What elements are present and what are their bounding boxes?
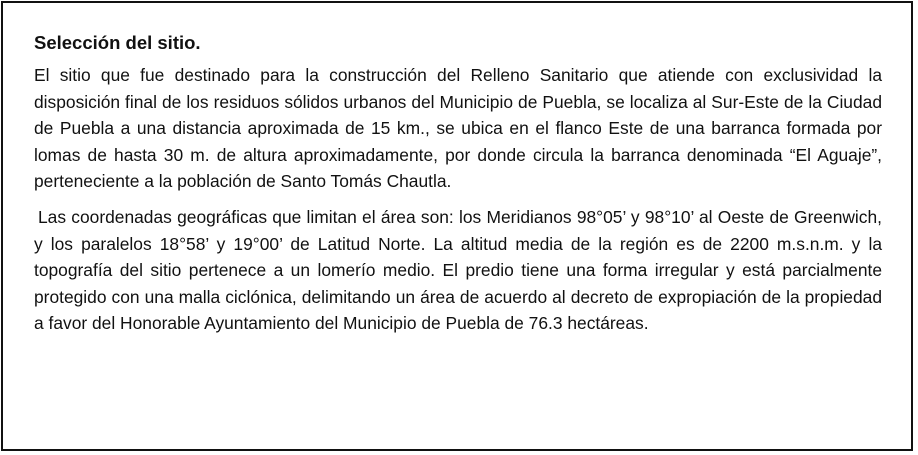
document-frame: [1, 1, 913, 451]
section-heading: Selección del sitio.: [34, 32, 201, 53]
document-body: [34, 25, 882, 337]
paragraph-site-location: El sitio que fue destinado para la construcción del Relleno Sanitario que atiende con exclusividad la disposición final de los residuos sólidos urbanos del Municipio de Puebla, se localiza al Sur-Este de la Ciudad de Puebla a una distancia aproximada de 15 km., se ubica en el flanco Este de una barranca formada por lomas de hasta 30 m. de altura aproximadamente, por donde circula la barranca denominada “El Aguaje”, perteneciente a la población de Santo Tomás Chautla.: [34, 65, 882, 192]
paragraph-coordinates: Las coordenadas geográficas que limitan el área son: los Meridianos 98°05’ y 98°10’ al Oeste de Greenwich, y los paralelos 18°58’ y 19°00’ de Latitud Norte. La altitud media de la región es de 2200 m.s.n.m. y la topografía del sitio pertenece a un lomerío medio. El predio tiene una forma irregular y está parcialmente protegido con una malla ciclónica, delimitando un área de acuerdo al decreto de expropiación de la propiedad a favor del Honorable Ayuntamiento del Municipio de Puebla de 76.3 hectáreas.: [34, 206, 882, 334]
